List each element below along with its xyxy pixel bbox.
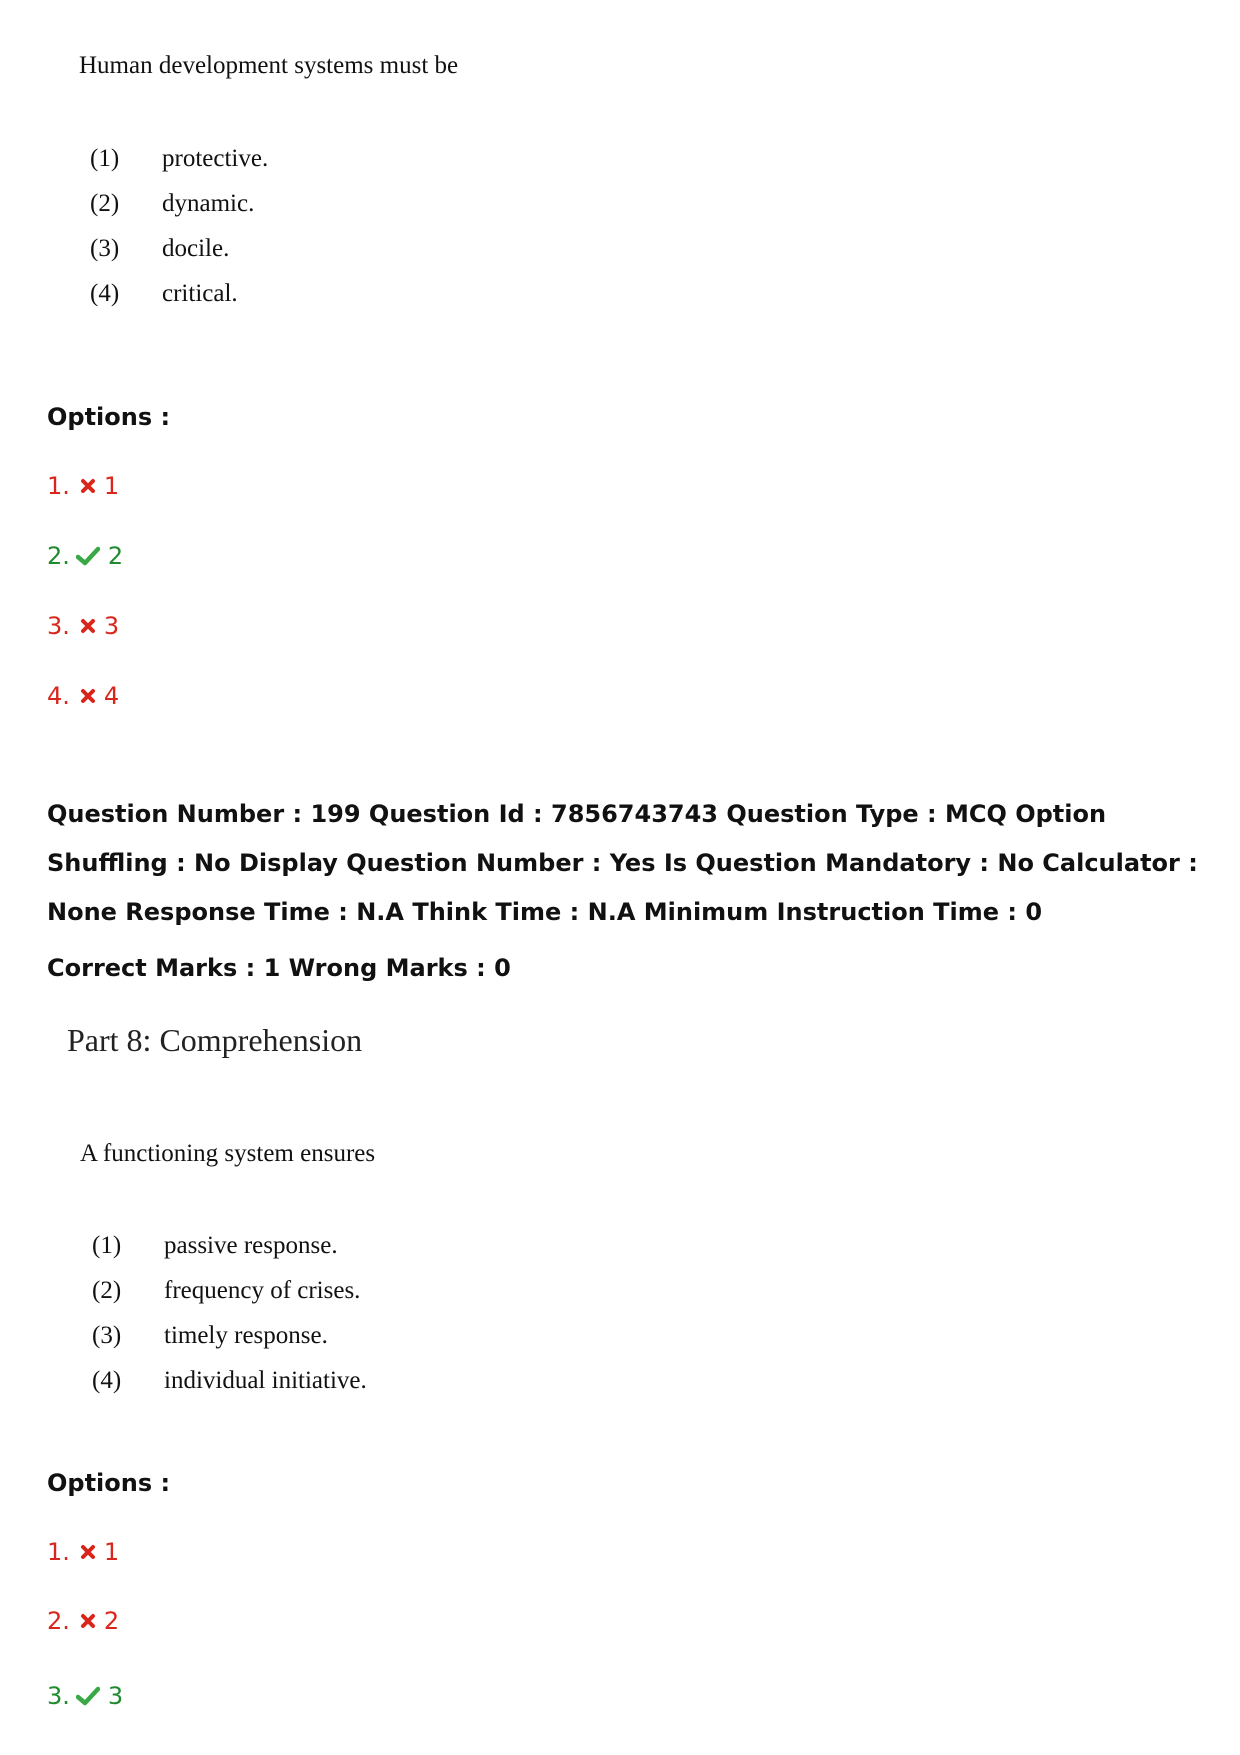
answer-choice bbox=[47, 542, 123, 570]
choice-value: 4 bbox=[103, 682, 120, 710]
item-number: (1) bbox=[92, 1232, 122, 1259]
answer-choice bbox=[47, 1682, 123, 1710]
item-number: (3) bbox=[90, 235, 120, 262]
item-text: individual initiative. bbox=[164, 1367, 367, 1394]
item-number: (2) bbox=[92, 1277, 122, 1304]
cross-icon bbox=[80, 688, 96, 704]
answer-choice bbox=[47, 1538, 119, 1566]
item-number: (3) bbox=[92, 1322, 122, 1349]
marks-info: Correct Marks : 1 Wrong Marks : 0 bbox=[47, 954, 511, 982]
choice-index: 2. bbox=[47, 1607, 70, 1635]
choice-value: 1 bbox=[103, 472, 120, 500]
question-stem: Human development systems must be bbox=[79, 52, 459, 79]
cross-icon bbox=[80, 618, 96, 634]
choice-value: 1 bbox=[103, 1538, 120, 1566]
choice-index: 4. bbox=[47, 682, 70, 710]
cross-icon bbox=[80, 478, 96, 494]
item-number: (1) bbox=[90, 145, 120, 172]
cross-icon bbox=[80, 1613, 96, 1629]
answer-choice bbox=[47, 612, 119, 640]
choice-index: 2. bbox=[47, 542, 70, 570]
check-icon bbox=[76, 1686, 100, 1706]
answer-choice bbox=[47, 472, 119, 500]
choice-value: 2 bbox=[107, 542, 124, 570]
question-stem: A functioning system ensures bbox=[80, 1140, 376, 1167]
item-number: (2) bbox=[90, 190, 120, 217]
choice-index: 1. bbox=[47, 1538, 70, 1566]
item-number: (4) bbox=[92, 1367, 122, 1394]
choice-index: 3. bbox=[47, 1682, 70, 1710]
check-icon bbox=[76, 546, 100, 566]
question-metadata: Question Number : 199 Question Id : 7856743743 Question Type : MCQ Option Shuffling : No Display Question Number : Yes Is Question Mandatory : No Calculator : None Response Time : N.A Think Time : N.A Minimum Instruction Time : 0 bbox=[47, 800, 1198, 926]
options-heading: Options : bbox=[47, 403, 171, 431]
choice-value: 3 bbox=[103, 612, 120, 640]
item-number: (4) bbox=[90, 280, 120, 307]
item-text: timely response. bbox=[164, 1322, 328, 1349]
item-text: critical. bbox=[162, 280, 238, 307]
item-text: dynamic. bbox=[162, 190, 255, 217]
part-title: Part 8: Comprehension bbox=[67, 1022, 363, 1058]
options-heading: Options : bbox=[47, 1469, 171, 1497]
item-text: frequency of crises. bbox=[164, 1277, 361, 1304]
item-text: protective. bbox=[162, 145, 269, 172]
choice-index: 1. bbox=[47, 472, 70, 500]
answer-choice bbox=[47, 1607, 119, 1635]
choice-value: 2 bbox=[103, 1607, 120, 1635]
item-text: passive response. bbox=[164, 1232, 338, 1259]
cross-icon bbox=[80, 1544, 96, 1560]
choice-value: 3 bbox=[107, 1682, 124, 1710]
choice-index: 3. bbox=[47, 612, 70, 640]
item-text: docile. bbox=[162, 235, 230, 262]
answer-choice bbox=[47, 682, 119, 710]
